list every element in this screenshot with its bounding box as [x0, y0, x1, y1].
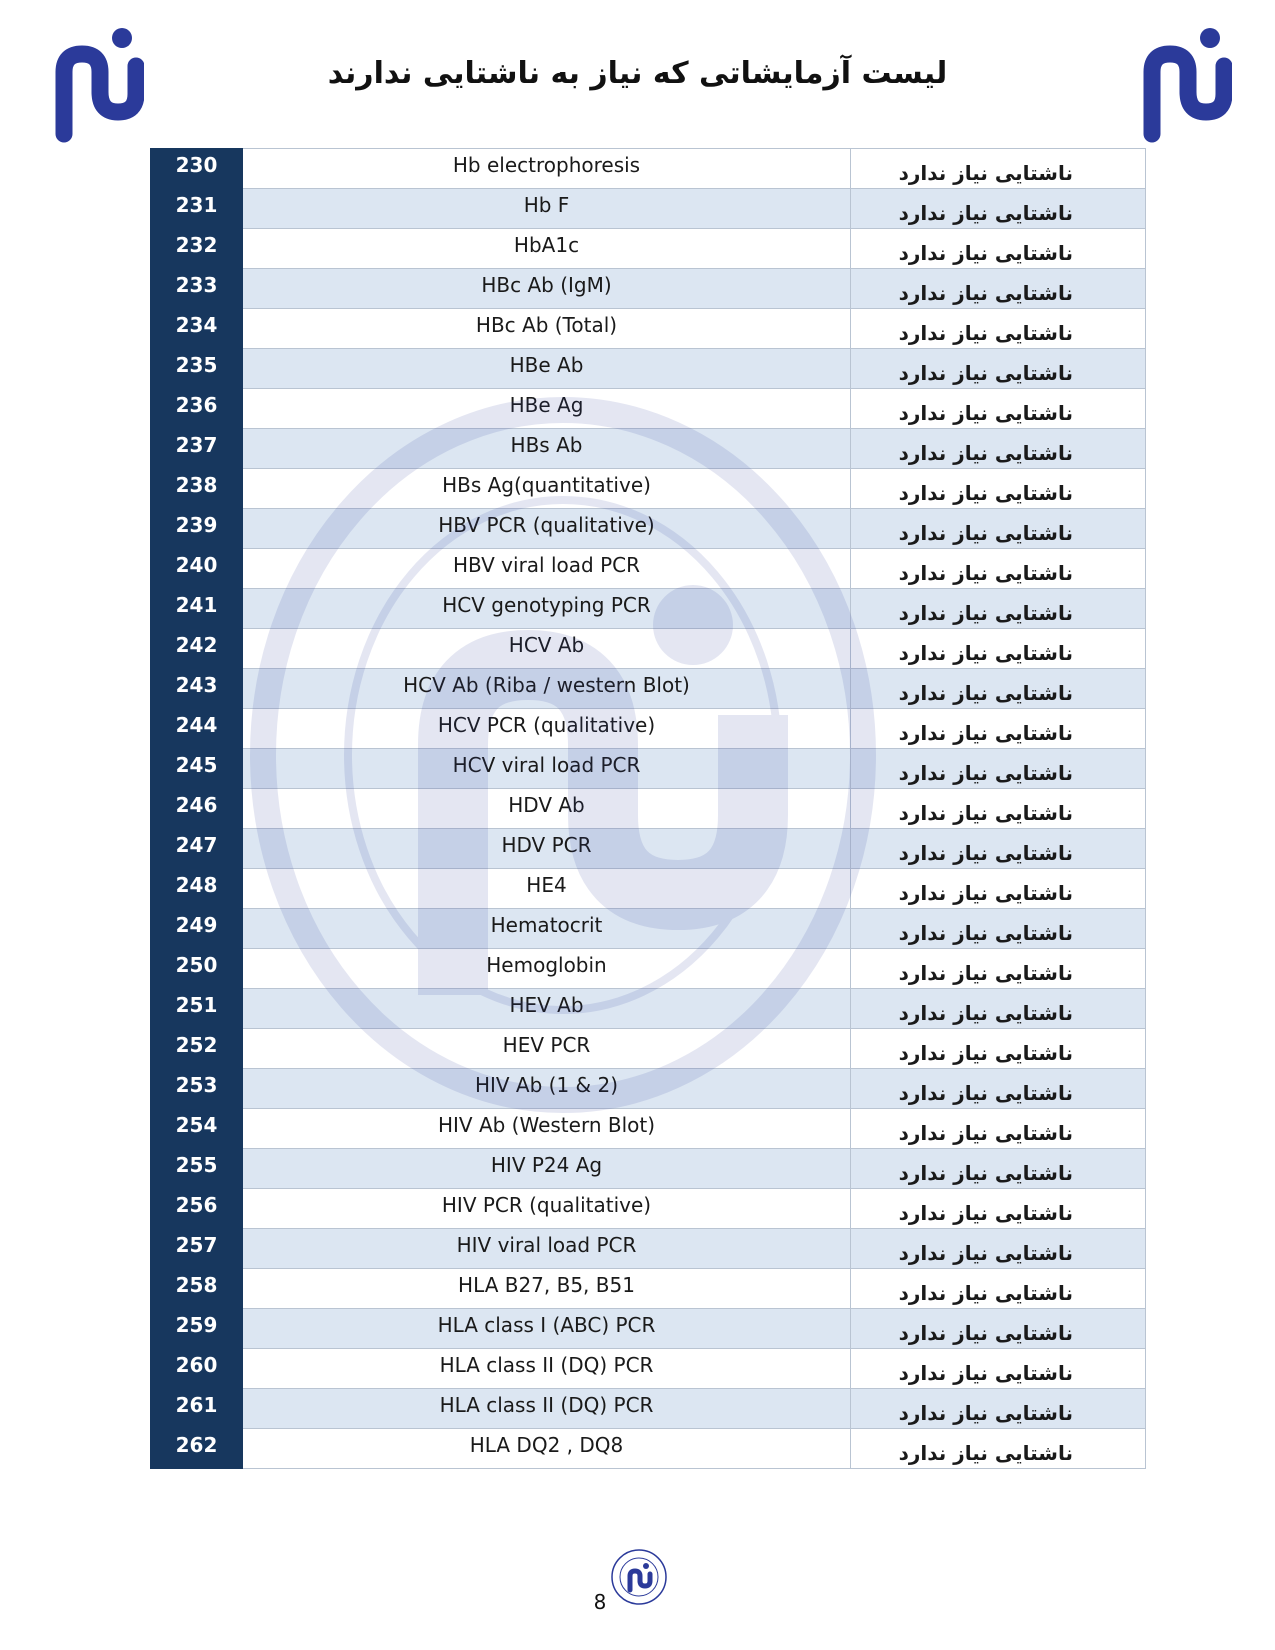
table-row	[151, 829, 1146, 869]
test-name: HBe Ab	[243, 349, 851, 389]
fasting-status: ناشتایی نیاز ندارد	[851, 149, 1146, 189]
fasting-status: ناشتایی نیاز ندارد	[851, 869, 1146, 909]
test-name: HCV viral load PCR	[243, 749, 851, 789]
fasting-status: ناشتایی نیاز ندارد	[851, 629, 1146, 669]
fasting-status: ناشتایی نیاز ندارد	[851, 909, 1146, 949]
table-row	[151, 669, 1146, 709]
page-number: 8	[593, 1590, 607, 1614]
row-number: 251	[151, 989, 243, 1029]
table-row	[151, 869, 1146, 909]
fasting-status: ناشتایی نیاز ندارد	[851, 189, 1146, 229]
fasting-status: ناشتایی نیاز ندارد	[851, 1229, 1146, 1269]
nomad-logo-icon	[1132, 22, 1232, 144]
test-name: HCV PCR (qualitative)	[243, 709, 851, 749]
table-row	[151, 429, 1146, 469]
test-name: HBc Ab (Total)	[243, 309, 851, 349]
table-row	[151, 589, 1146, 629]
row-number: 257	[151, 1229, 243, 1269]
row-number: 243	[151, 669, 243, 709]
fasting-status: ناشتایی نیاز ندارد	[851, 349, 1146, 389]
table-row	[151, 149, 1146, 189]
row-number: 239	[151, 509, 243, 549]
row-number: 252	[151, 1029, 243, 1069]
row-number: 232	[151, 229, 243, 269]
table-row	[151, 1149, 1146, 1189]
table-row	[151, 709, 1146, 749]
test-name: HDV Ab	[243, 789, 851, 829]
table-row	[151, 1189, 1146, 1229]
test-name: Hematocrit	[243, 909, 851, 949]
row-number: 234	[151, 309, 243, 349]
test-name: HLA class I (ABC) PCR	[243, 1309, 851, 1349]
row-number: 240	[151, 549, 243, 589]
test-table	[150, 148, 1146, 1469]
table-row	[151, 1029, 1146, 1069]
fasting-status: ناشتایی نیاز ندارد	[851, 1029, 1146, 1069]
fasting-status: ناشتایی نیاز ندارد	[851, 1069, 1146, 1109]
table-row	[151, 949, 1146, 989]
row-number: 237	[151, 429, 243, 469]
row-number: 233	[151, 269, 243, 309]
table-row	[151, 1349, 1146, 1389]
table-row	[151, 349, 1146, 389]
fasting-status: ناشتایی نیاز ندارد	[851, 389, 1146, 429]
test-name: HLA class II (DQ) PCR	[243, 1389, 851, 1429]
fasting-status: ناشتایی نیاز ندارد	[851, 1389, 1146, 1429]
test-name: HCV Ab	[243, 629, 851, 669]
fasting-status: ناشتایی نیاز ندارد	[851, 1349, 1146, 1389]
row-number: 254	[151, 1109, 243, 1149]
test-name: HBV viral load PCR	[243, 549, 851, 589]
test-name: HBs Ab	[243, 429, 851, 469]
table-row	[151, 389, 1146, 429]
fasting-status: ناشتایی نیاز ندارد	[851, 1269, 1146, 1309]
table-row	[151, 629, 1146, 669]
test-name: HLA B27, B5, B51	[243, 1269, 851, 1309]
test-name: HBe Ag	[243, 389, 851, 429]
row-number: 248	[151, 869, 243, 909]
row-number: 262	[151, 1429, 243, 1469]
row-number: 245	[151, 749, 243, 789]
test-name: Hb electrophoresis	[243, 149, 851, 189]
nomad-logo-icon	[44, 22, 144, 144]
fasting-status: ناشتایی نیاز ندارد	[851, 829, 1146, 869]
fasting-status: ناشتایی نیاز ندارد	[851, 1109, 1146, 1149]
test-name: Hemoglobin	[243, 949, 851, 989]
fasting-status: ناشتایی نیاز ندارد	[851, 589, 1146, 629]
fasting-status: ناشتایی نیاز ندارد	[851, 469, 1146, 509]
fasting-status: ناشتایی نیاز ندارد	[851, 749, 1146, 789]
table-row	[151, 1069, 1146, 1109]
test-name: HCV Ab (Riba / western Blot)	[243, 669, 851, 709]
test-name: HbA1c	[243, 229, 851, 269]
row-number: 244	[151, 709, 243, 749]
test-name: HCV genotyping PCR	[243, 589, 851, 629]
fasting-status: ناشتایی نیاز ندارد	[851, 1149, 1146, 1189]
table-row	[151, 1309, 1146, 1349]
table-row	[151, 1389, 1146, 1429]
fasting-status: ناشتایی نیاز ندارد	[851, 429, 1146, 469]
test-name: HE4	[243, 869, 851, 909]
fasting-status: ناشتایی نیاز ندارد	[851, 1189, 1146, 1229]
test-name: HLA DQ2 , DQ8	[243, 1429, 851, 1469]
table-row	[151, 309, 1146, 349]
row-number: 260	[151, 1349, 243, 1389]
test-name: HIV PCR (qualitative)	[243, 1189, 851, 1229]
table-row	[151, 509, 1146, 549]
fasting-status: ناشتایی نیاز ندارد	[851, 1429, 1146, 1469]
row-number: 241	[151, 589, 243, 629]
table-row	[151, 789, 1146, 829]
row-number: 255	[151, 1149, 243, 1189]
fasting-status: ناشتایی نیاز ندارد	[851, 709, 1146, 749]
fasting-status: ناشتایی نیاز ندارد	[851, 309, 1146, 349]
table-row	[151, 269, 1146, 309]
test-name: HEV Ab	[243, 989, 851, 1029]
test-name: HIV P24 Ag	[243, 1149, 851, 1189]
fasting-status: ناشتایی نیاز ندارد	[851, 1309, 1146, 1349]
table-row	[151, 1109, 1146, 1149]
test-table-container	[150, 148, 1145, 1469]
fasting-status: ناشتایی نیاز ندارد	[851, 549, 1146, 589]
test-name: HBs Ag(quantitative)	[243, 469, 851, 509]
test-name: HIV Ab (1 & 2)	[243, 1069, 851, 1109]
table-row	[151, 909, 1146, 949]
test-name: HDV PCR	[243, 829, 851, 869]
test-name: HBc Ab (IgM)	[243, 269, 851, 309]
row-number: 256	[151, 1189, 243, 1229]
table-row	[151, 229, 1146, 269]
row-number: 230	[151, 149, 243, 189]
fasting-status: ناشتایی نیاز ندارد	[851, 669, 1146, 709]
row-number: 235	[151, 349, 243, 389]
fasting-status: ناشتایی نیاز ندارد	[851, 509, 1146, 549]
fasting-status: ناشتایی نیاز ندارد	[851, 989, 1146, 1029]
row-number: 259	[151, 1309, 243, 1349]
fasting-status: ناشتایی نیاز ندارد	[851, 789, 1146, 829]
table-row	[151, 749, 1146, 789]
test-name: HLA class II (DQ) PCR	[243, 1349, 851, 1389]
test-name: Hb F	[243, 189, 851, 229]
fasting-status: ناشتایی نیاز ندارد	[851, 269, 1146, 309]
row-number: 249	[151, 909, 243, 949]
test-name: HIV Ab (Western Blot)	[243, 1109, 851, 1149]
fasting-status: ناشتایی نیاز ندارد	[851, 229, 1146, 269]
row-number: 258	[151, 1269, 243, 1309]
test-name: HBV PCR (qualitative)	[243, 509, 851, 549]
row-number: 231	[151, 189, 243, 229]
test-name: HEV PCR	[243, 1029, 851, 1069]
table-row	[151, 549, 1146, 589]
row-number: 247	[151, 829, 243, 869]
row-number: 261	[151, 1389, 243, 1429]
row-number: 242	[151, 629, 243, 669]
row-number: 236	[151, 389, 243, 429]
row-number: 246	[151, 789, 243, 829]
row-number: 238	[151, 469, 243, 509]
table-row	[151, 989, 1146, 1029]
row-number: 253	[151, 1069, 243, 1109]
table-row	[151, 1429, 1146, 1469]
page-title: لیست آزمایشاتی که نیاز به ناشتایی ندارند	[327, 56, 948, 91]
row-number: 250	[151, 949, 243, 989]
table-row	[151, 189, 1146, 229]
table-row	[151, 469, 1146, 509]
test-name: HIV viral load PCR	[243, 1229, 851, 1269]
table-row	[151, 1269, 1146, 1309]
fasting-status: ناشتایی نیاز ندارد	[851, 949, 1146, 989]
table-row	[151, 1229, 1146, 1269]
